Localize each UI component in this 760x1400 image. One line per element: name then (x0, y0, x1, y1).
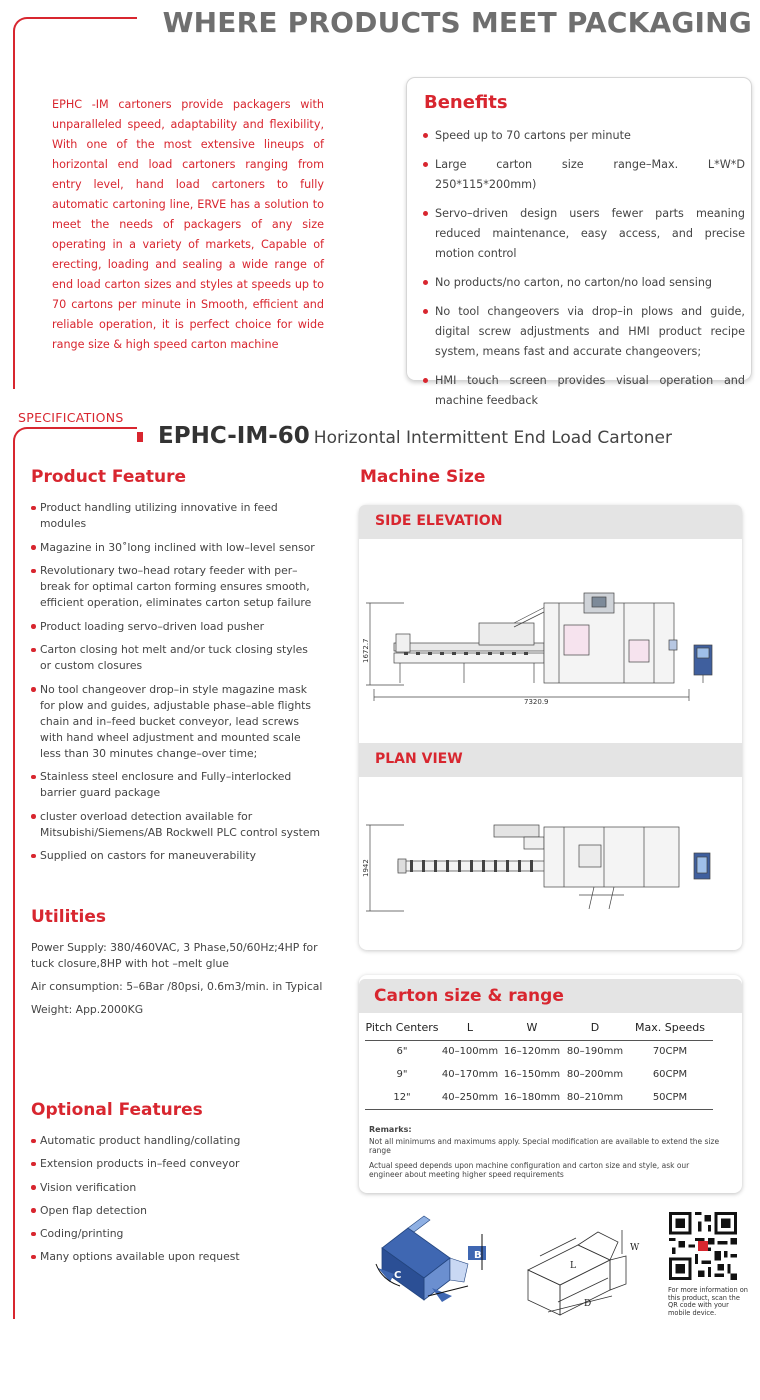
benefit-item: Servo–driven design users fewer parts meaning reduced maintenance, easy access, and precise motion control (423, 204, 745, 264)
page-title: WHERE PRODUCTS MEET PACKAGING (162, 6, 752, 39)
benefits-list (423, 126, 745, 420)
bullet-icon (31, 506, 36, 511)
table-cell: 16–150mm (503, 1069, 561, 1080)
feature-item: Magazine in 30˚long inclined with low–level sensor (31, 540, 321, 556)
carton-size-title: Carton size & range (374, 986, 564, 1006)
table-cell: 6" (396, 1046, 408, 1058)
plan-view-drawing (364, 817, 734, 917)
table-cell: 40–100mm (441, 1046, 499, 1058)
bullet-icon (31, 1185, 36, 1190)
table-cell: 40–170mm (441, 1069, 499, 1080)
benefit-item: Speed up to 70 cartons per minute (423, 126, 745, 146)
header-w: W (501, 1015, 563, 1040)
machine-size-title: Machine Size (360, 467, 486, 487)
bullet-icon (423, 133, 428, 138)
feature-item: Stainless steel enclosure and Fully–interlocked barrier guard package (31, 769, 321, 801)
optional-features-list (31, 1133, 321, 1273)
feature-item: No tool changeover drop–in style magazine mask for plow and guides, adjustable phase–able flights chain and in–feed bucket conveyor, lead screws with hand wheel adjustment and mounted scale less than 30 minutes change–over time; (31, 682, 321, 762)
benefit-item: No products/no carton, no carton/no load sensing (423, 273, 745, 293)
feature-item: Carton closing hot melt and/or tuck closing styles or custom closures (31, 642, 321, 674)
table-cell: 80–200mm (566, 1069, 624, 1080)
model-description: Horizontal Intermittent End Load Cartoner (313, 428, 672, 448)
dim-w-label: W (630, 1243, 640, 1253)
benefits-card (406, 77, 752, 407)
header-pitch: Pitch Centers (365, 1015, 439, 1040)
plan-view-title: PLAN VIEW (375, 751, 463, 767)
bullet-icon (31, 624, 36, 629)
bullet-icon (31, 569, 36, 574)
carton-size-table (365, 1015, 713, 1110)
benefit-item: HMI touch screen provides visual operation and machine feedback (423, 371, 745, 411)
header-d: D (563, 1015, 627, 1040)
side-elevation-header (359, 505, 742, 539)
intro-paragraph: EPHC -IM cartoners provide packagers with unparalleled speed, adaptability and flexibility, With one of the most extensive lineups of horizontal end load cartoners ranging from entry level, hand load cartoners to fully automatic cartoning line, ERVE has a solution to meet the needs of packagers of any size operating in a variety of markets, Capable of erecting, loading and sealing a wide range of end load carton sizes and styles at speeds up to 70 cartons per minute in Smooth, efficient and reliable operation, it is perfect choice for wide range size & high speed carton machine (52, 98, 324, 351)
table-cell: 60CPM (652, 1069, 688, 1080)
table-cell: 40–250mm (439, 1086, 501, 1109)
utility-line: Air consumption: 5–6Bar /80psi, 0.6m3/min. in Typical (31, 980, 323, 993)
dim-c-label: C (394, 1270, 402, 1281)
benefits-title: Benefits (424, 92, 508, 113)
dim-d-label: D (584, 1299, 592, 1309)
optional-item: Extension products in–feed conveyor (31, 1156, 321, 1172)
table-cell: 80–210mm (563, 1086, 627, 1109)
bullet-icon (31, 854, 36, 859)
optional-item: Vision verification (31, 1180, 321, 1196)
table-row (365, 1063, 713, 1086)
bullet-icon (31, 545, 36, 550)
bullet-icon (31, 1162, 36, 1167)
bullet-icon (31, 1139, 36, 1144)
product-feature-list (31, 500, 321, 872)
bullet-icon (31, 814, 36, 819)
optional-item: Many options available upon request (31, 1249, 321, 1265)
model-name: EPHC-IM-60 (158, 423, 310, 449)
bullet-icon (31, 1232, 36, 1237)
feature-item: Supplied on castors for maneuverability (31, 848, 321, 864)
product-feature-title: Product Feature (31, 467, 186, 487)
optional-item: Automatic product handling/collating (31, 1133, 321, 1149)
table-row (365, 1086, 713, 1109)
utilities-block (31, 940, 323, 1025)
optional-features-title: Optional Features (31, 1100, 203, 1120)
utility-line: Weight: App.2000KG (31, 1003, 144, 1016)
qr-code-icon[interactable] (669, 1212, 737, 1280)
table-cell: 70CPM (652, 1046, 688, 1058)
table-cell: 16–120mm (503, 1046, 561, 1058)
table-cell: 9" (396, 1069, 408, 1080)
benefit-item: Large carton size range–Max. L*W*D 250*115*200mm) (423, 155, 745, 195)
bullet-icon (31, 775, 36, 780)
feature-item: cluster overload detection available for Mitsubishi/Siemens/AB Rockwell PLC control system (31, 809, 321, 841)
dim-a-label: A (456, 1289, 464, 1300)
machine-size-panel (359, 505, 742, 950)
bullet-icon (31, 648, 36, 653)
model-heading (158, 423, 672, 449)
bullet-icon (31, 687, 36, 692)
bullet-icon (31, 1208, 36, 1213)
specifications-label: SPECIFICATIONS (18, 410, 124, 425)
bullet-icon (31, 1255, 36, 1260)
table-header-row (365, 1015, 713, 1040)
feature-item: Revolutionary two–head rotary feeder with per–break for optimal carton forming ensures smooth, efficient operation, eliminates carton setup failure (31, 563, 321, 611)
side-height-label: 1672.7 (362, 638, 370, 663)
carton-box-diagram-abc (372, 1208, 502, 1303)
table-cell: 50CPM (627, 1086, 713, 1109)
header-l: L (439, 1015, 501, 1040)
table-cell: 12" (365, 1086, 439, 1109)
plan-width-label: 1942 (362, 859, 370, 877)
side-elevation-title: SIDE ELEVATION (375, 513, 503, 529)
carton-size-panel (359, 975, 742, 1193)
feature-item: Product loading servo–driven load pusher (31, 619, 321, 635)
bullet-icon (423, 378, 428, 383)
red-tab (137, 432, 143, 442)
bullet-icon (423, 211, 428, 216)
dim-l-label: L (570, 1261, 576, 1271)
benefit-item: No tool changeovers via drop–in plows and guide, digital screw adjustments and HMI product recipe system, means fast and accurate changeovers; (423, 302, 745, 362)
table-cell: 16–180mm (501, 1086, 563, 1109)
feature-item: Product handling utilizing innovative in feed modules (31, 500, 321, 532)
carton-box-diagram-lwd (518, 1220, 648, 1320)
remark-line: Not all minimums and maximums apply. Special modification are available to extend the size range (369, 1136, 720, 1155)
bullet-icon (423, 162, 428, 167)
table-row (365, 1040, 713, 1063)
side-elevation-drawing (364, 585, 734, 705)
bullet-icon (423, 280, 428, 285)
utility-line: Power Supply: 380/460VAC, 3 Phase,50/60Hz;4HP for tuck closure,8HP with hot –melt glue (31, 941, 318, 970)
header-speed: Max. Speeds (627, 1015, 713, 1040)
optional-item: Coding/printing (31, 1226, 321, 1242)
side-length-label: 7320.9 (524, 698, 549, 706)
remarks-block (369, 1125, 724, 1185)
utilities-title: Utilities (31, 907, 107, 927)
remarks-title: Remarks: (369, 1125, 412, 1134)
plan-view-header (359, 743, 742, 777)
optional-item: Open flap detection (31, 1203, 321, 1219)
carton-size-header (359, 979, 742, 1013)
dim-b-label: B (474, 1250, 482, 1261)
table-cell: 80–190mm (566, 1046, 624, 1058)
remark-line: Actual speed depends upon machine configuration and carton size and style, ask our engineer about meeting higher speed requirements (369, 1160, 690, 1179)
bullet-icon (423, 309, 428, 314)
qr-caption: For more information on this product, scan the QR code with your mobile device. (668, 1286, 748, 1317)
